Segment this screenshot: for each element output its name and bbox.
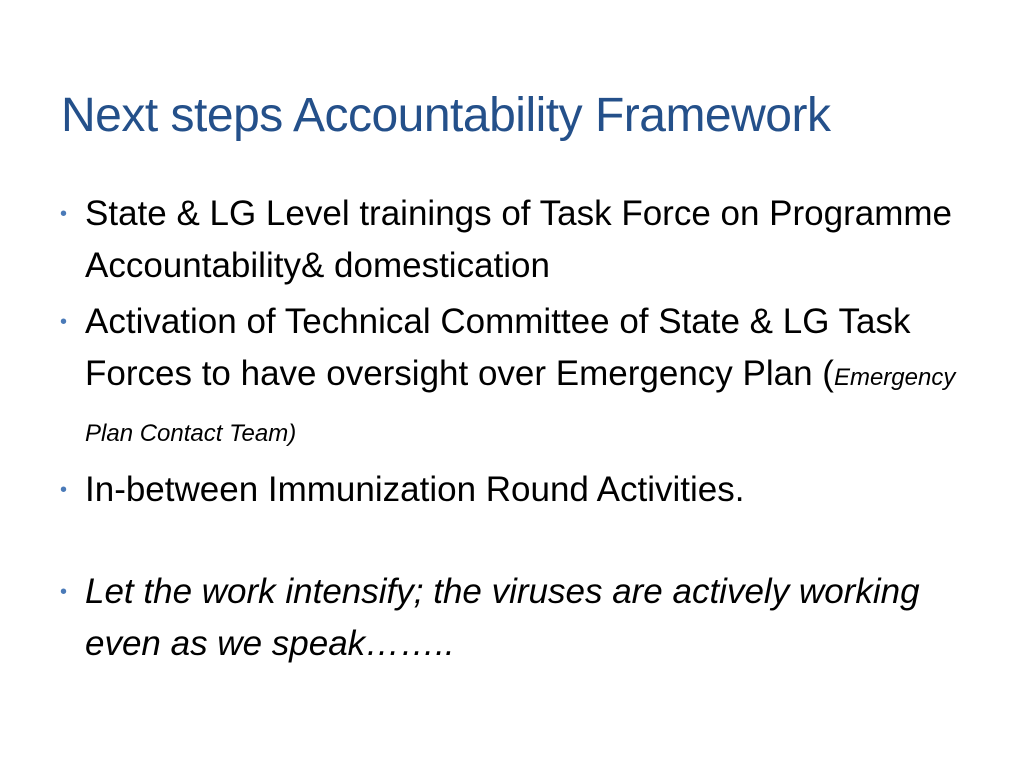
bullet-icon: • <box>60 203 68 225</box>
bullet-icon: • <box>60 581 68 603</box>
bullet-item-training <box>60 188 980 292</box>
bullet-text: Let the work intensify; the viruses are actively working even as we speak…….. <box>85 572 920 663</box>
bullet-text: State & LG Level trainings of Task Force on Programme Accountability& domestication <box>85 194 952 285</box>
bullet-item-technical-committee <box>60 296 980 460</box>
bullet-text: In-between Immunization Round Activities. <box>85 470 745 509</box>
bullet-text: Activation of Technical Committee of State & LG Task Forces to have oversight over Emergency Plan ( <box>85 302 911 393</box>
bullet-icon: • <box>60 311 68 333</box>
bullet-item-immunization <box>60 464 980 516</box>
bullet-italic-note: Emergency Plan Contact Team) <box>85 364 956 447</box>
bullet-item-call-to-action <box>60 566 980 670</box>
bullet-list <box>60 188 980 674</box>
bullet-icon: • <box>60 479 68 501</box>
slide-title: Next steps Accountability Framework <box>61 89 831 142</box>
